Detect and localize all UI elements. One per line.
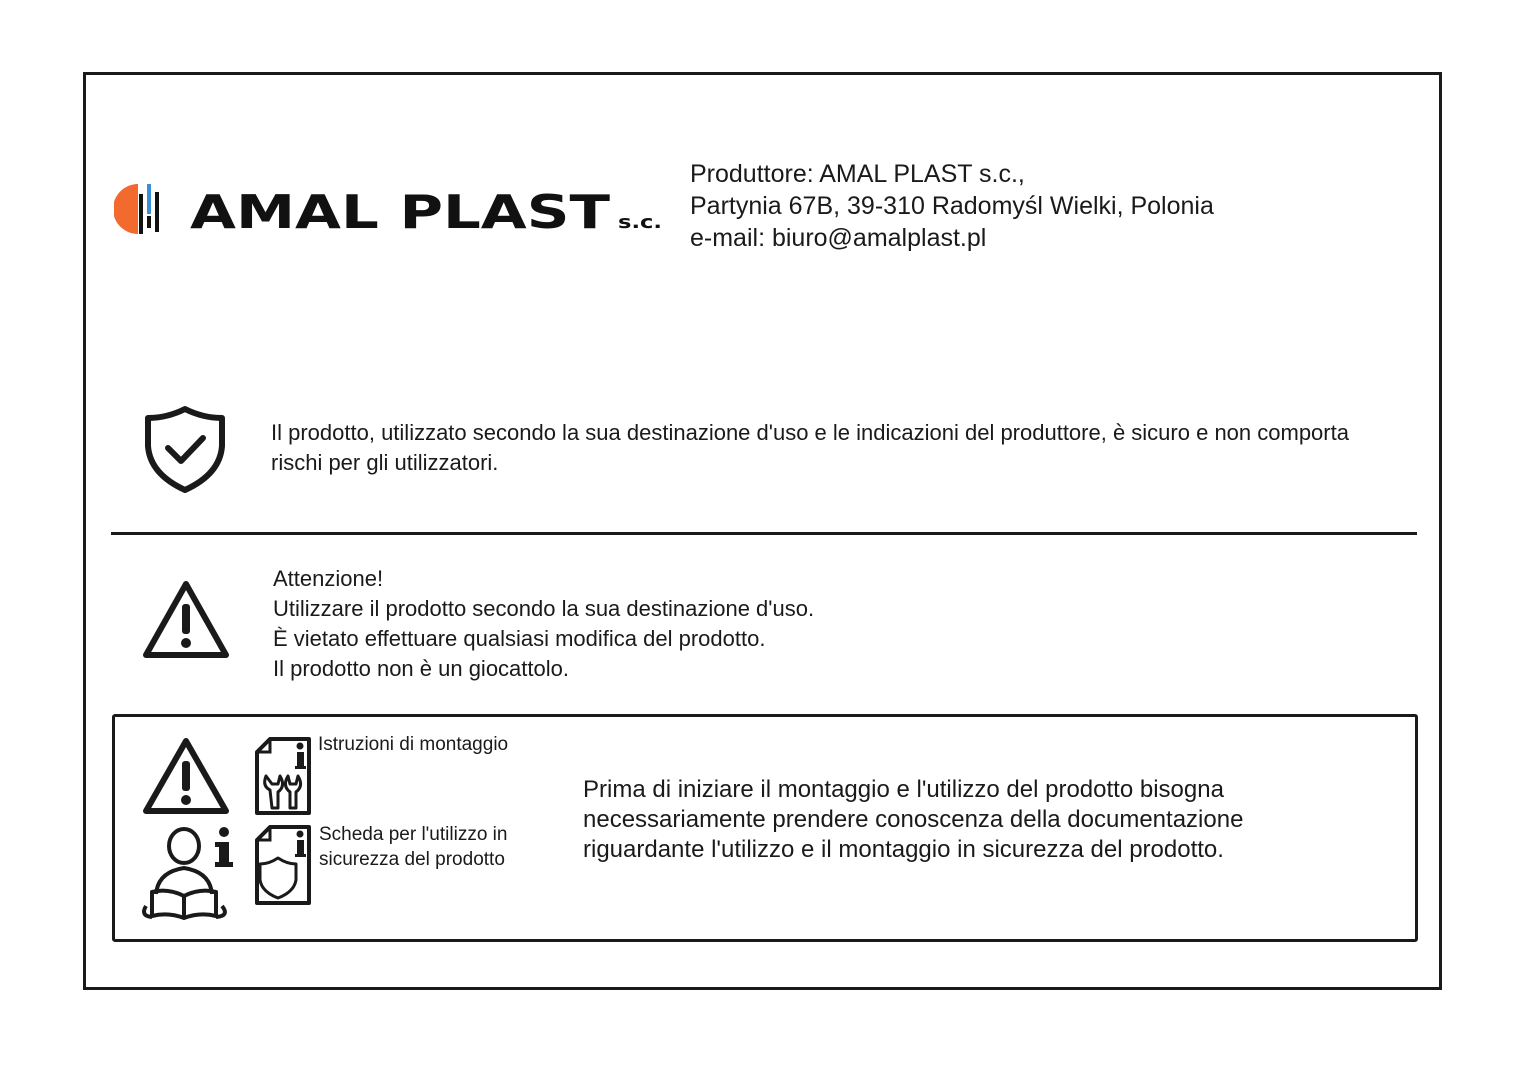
warning-text <box>273 564 814 684</box>
amal-plast-logo <box>114 178 666 240</box>
safety-statement: Il prodotto, utilizzato secondo la sua destinazione d'uso e le indicazioni del produttore, è sicuro e non comporta rischi per gli utilizzatori. <box>271 420 1349 475</box>
section-divider <box>111 532 1417 535</box>
logo-wordmark: AMAL PLAST <box>190 185 611 239</box>
safety-document-icon <box>254 824 312 906</box>
assembly-instructions-label: Istruzioni di montaggio <box>318 734 509 755</box>
logo-orange-half <box>114 184 138 234</box>
manufacturer-email: e-mail: biuro@amalplast.pl <box>690 224 987 252</box>
warning-line: Il prodotto non è un giocattolo. <box>273 656 569 681</box>
warning-heading: Attenzione! <box>273 566 384 591</box>
warning-triangle-icon <box>142 736 230 816</box>
safety-sheet-label: Scheda per l'utilizzo in sicurezza del prodotto <box>319 824 508 870</box>
reader-info-icon <box>138 822 236 920</box>
warning-triangle-icon <box>142 578 230 660</box>
manufacturer-info <box>690 158 1214 254</box>
manufacturer-name: Produttore: AMAL PLAST s.c., <box>690 160 1025 188</box>
warning-line: Utilizzare il prodotto secondo la sua destinazione d'uso. <box>273 596 815 621</box>
logo-suffix: s.c. <box>618 212 662 233</box>
manufacturer-address: Partynia 67B, 39-310 Radomyśl Wielki, Polonia <box>690 192 1214 220</box>
assembly-document-icon <box>254 736 312 816</box>
documentation-notice: Prima di iniziare il montaggio e l'utilizzo del prodotto bisogna necessariamente prendere conoscenza della documentazione riguardante l'utilizzo e il montaggio in sicurezza del prodotto. <box>583 776 1244 863</box>
shield-check-icon <box>144 404 226 494</box>
warning-line: È vietato effettuare qualsiasi modifica del prodotto. <box>273 626 766 651</box>
